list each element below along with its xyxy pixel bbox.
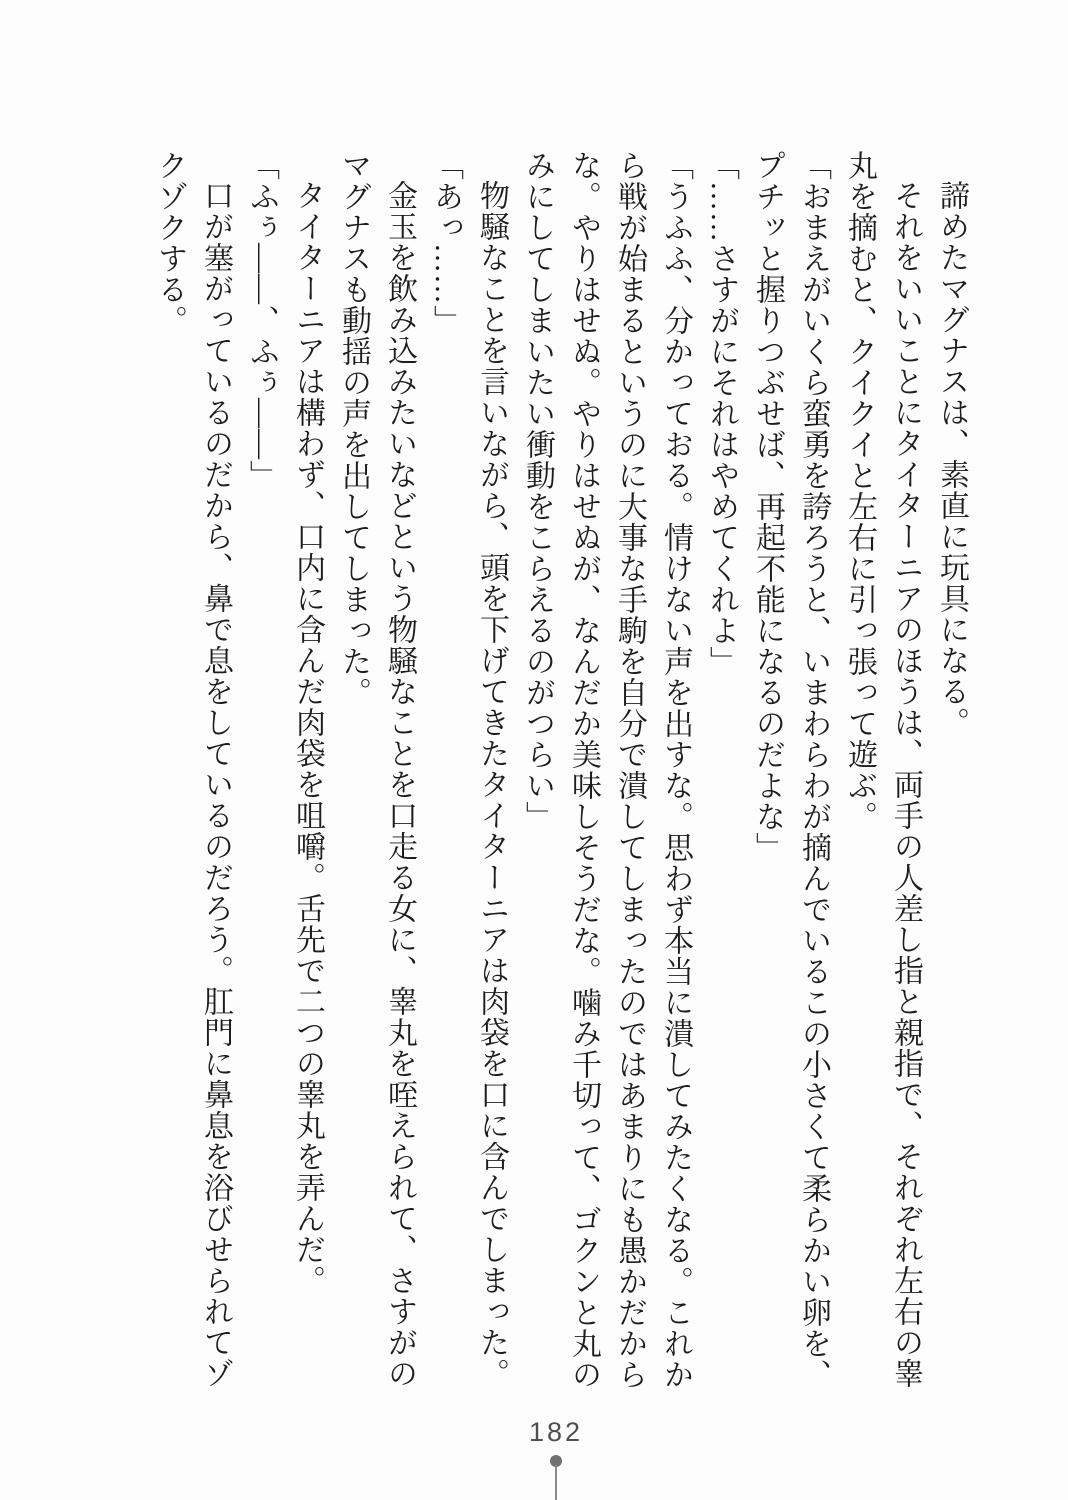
page-marker-line [555,1465,557,1500]
paragraph-10: 「ふぅ――、ふぅ――」 [245,150,278,491]
paragraph-4: 「……さすがにそれはやめてくれよ」 [705,150,738,677]
paragraph-5: 「うふふ、分かっておる。情けない声を出すな。思わず本当に潰してみたくなる。これから戦が始まるというのに大事な手駒を自分で潰してしまったのではあまりにも愚かだからな。やりはせぬ。やりはせぬが、なんだか美味しそうだな。噛み千切って、ゴクンと丸のみにしてしまいたい衝動をこらえるのがつらい」 [521,150,692,1390]
paragraph-8: 金玉を飲み込みたいなどという物騒なことを口走る女に、睾丸を咥えられて、さすがのマグナスも動揺の声を出してしまった。 [337,150,416,1389]
paragraph-2: それをいいことにタイターニアのほうは、両手の人差し指と親指で、それぞれ左右の睾丸を摘むと、クイクイと左右に引っ張って遊ぶ。 [843,150,922,1389]
novel-text-block [128,150,974,1392]
paragraph-11: 口が塞がっているのだから、鼻で息をしているのだろう。肛門に鼻息を浴びせられてゾクゾクする。 [153,150,232,1389]
paragraph-6: 物騒なことを言いながら、頭を下げてきたタイターニアは肉袋を口に含んでしまった。 [475,180,508,1389]
paragraph-9: タイターニアは構わず、口内に含んだ肉袋を咀嚼。舌先で二つの睾丸を弄んだ。 [291,180,324,1296]
paragraph-3: 「おまえがいくら蛮勇を誇ろうと、いまわらわが摘んでいるこの小さくて柔らかい卵を、プチッと握りつぶせば、再起不能になるのだよな」 [751,150,830,1390]
paragraph-1: 諦めたマグナスは、素直に玩具になる。 [935,180,968,738]
paragraph-7: 「あっ……」 [429,150,462,336]
page-number: 182 [528,1417,584,1447]
